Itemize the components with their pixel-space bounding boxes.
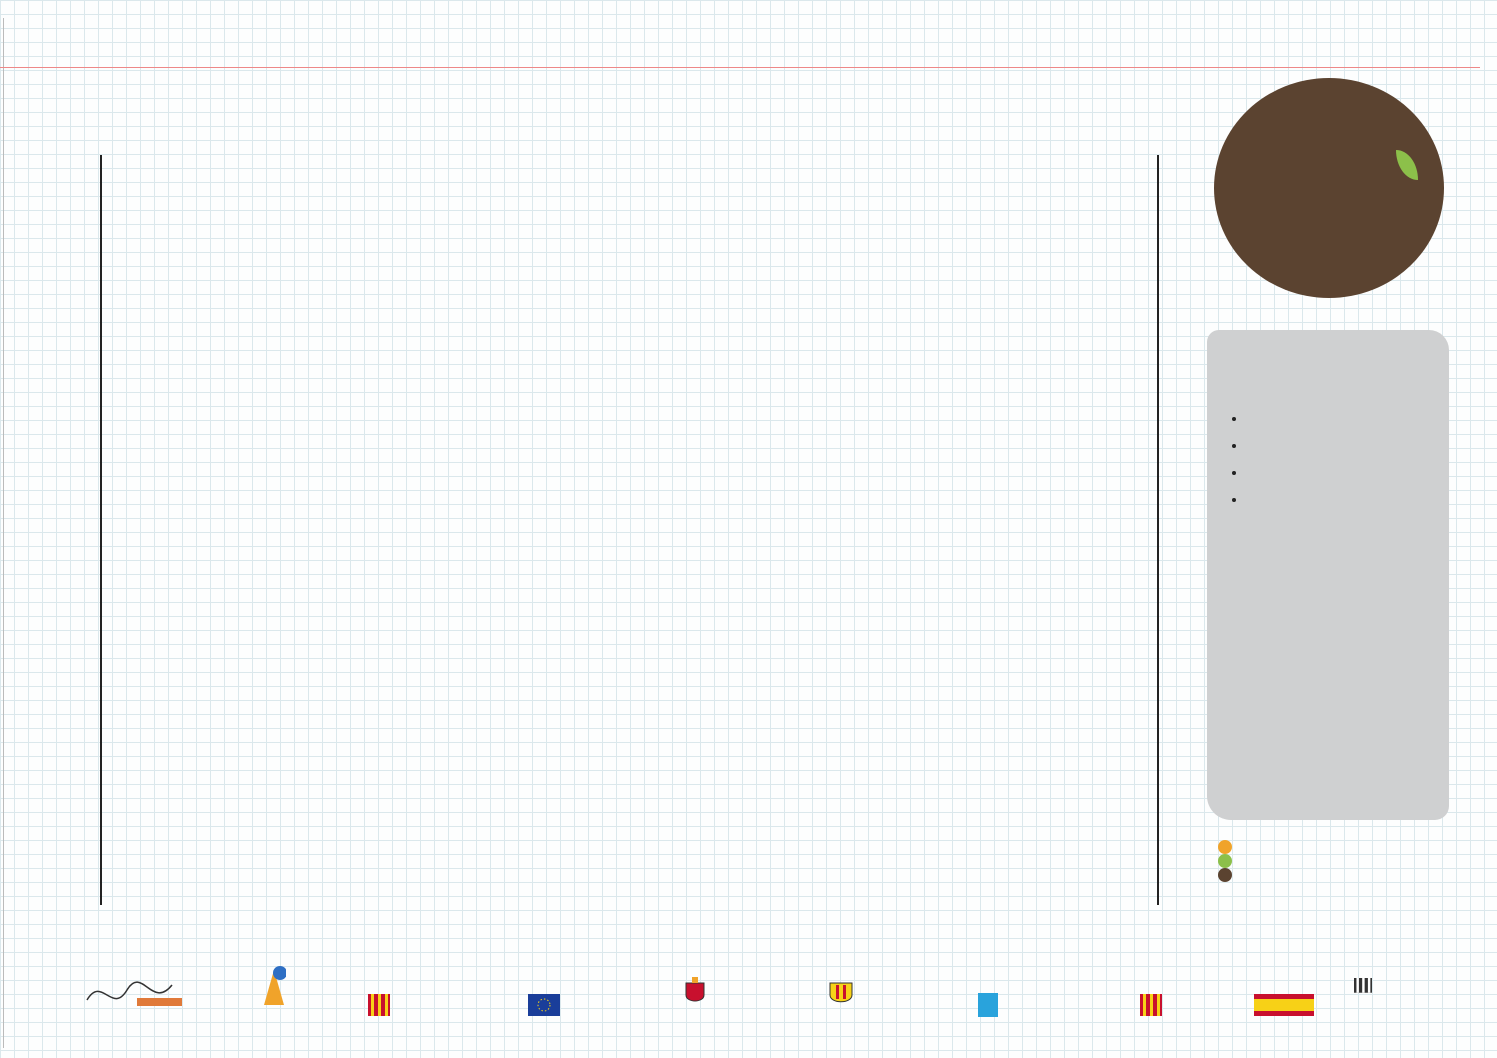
soc-logo [978,985,998,1025]
info-item [1247,408,1447,429]
number-3-icon [1218,868,1232,882]
info-panel [1207,330,1449,820]
menu-grid [100,155,1159,905]
consorci-logo [264,965,292,1005]
info-list [1211,408,1447,516]
sheet-edge [3,18,4,1048]
number-1-icon [1218,840,1232,854]
mengem-daqui-logo [1214,78,1444,298]
notebook-spiral [0,0,1497,22]
margin-line [0,67,1480,68]
legend-item [1218,854,1238,868]
generalitat-logo [1140,985,1168,1025]
eu-feader-logo [528,985,566,1025]
signature-logo [82,970,192,1020]
cc-cerdanya-logo [826,972,862,1012]
ampa-logo [1352,978,1374,1018]
legend [1218,840,1238,882]
legend-item [1218,840,1238,854]
spain-ministry-logo [1254,985,1314,1025]
info-item [1247,435,1447,456]
generalitat-agri-logo [368,985,396,1025]
leaf-icon [1396,150,1418,180]
info-item [1247,489,1447,510]
legend-item [1218,868,1238,882]
number-2-icon [1218,854,1232,868]
cc-alturgell-logo [684,972,712,1012]
info-item [1247,462,1447,483]
